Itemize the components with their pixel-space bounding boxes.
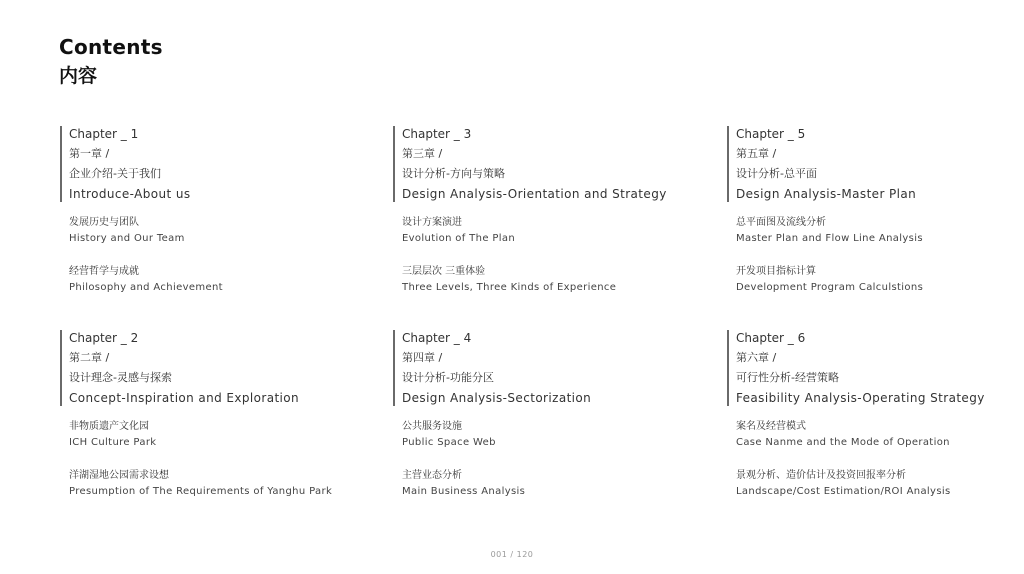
section-title: Master Plan and Flow Line Analysis: [736, 233, 923, 244]
chapter-number: Chapter _ 6: [736, 331, 806, 345]
chapter-3-block: [393, 124, 693, 296]
chapter-title: Concept-Inspiration and Exploration: [69, 391, 300, 405]
chapter-title: Feasibility Analysis-Operating Strategy: [736, 391, 985, 405]
section-item: [393, 468, 693, 500]
section-title-chinese: 景观分析、造价估计及投资回报率分析: [736, 470, 906, 481]
section-title: Case Nanme and the Mode of Operation: [736, 437, 950, 448]
section-item: [727, 419, 1024, 451]
section-title: Three Levels, Three Kinds of Experience: [402, 282, 617, 293]
chapter-title-chinese: 设计分析-方向与策略: [402, 167, 505, 180]
chapter-title-chinese: 企业介绍-关于我们: [69, 167, 161, 180]
chapter-header: [727, 124, 1024, 204]
chapter-title: Design Analysis-Orientation and Strategy: [402, 187, 667, 201]
chapter-number: Chapter _ 1: [69, 127, 139, 141]
section-title: Development Program Calculstions: [736, 282, 924, 293]
section-title: Evolution of The Plan: [402, 233, 516, 244]
section-title: History and Our Team: [69, 233, 185, 244]
chapter-4-block: [393, 328, 693, 500]
section-item: [727, 468, 1024, 500]
chapter-header: [393, 124, 693, 204]
chapter-title: Design Analysis-Master Plan: [736, 187, 917, 201]
section-item: [60, 264, 360, 296]
section-title: Presumption of The Requirements of Yanghu Park: [69, 486, 333, 497]
chapter-title-chinese: 设计分析-总平面: [736, 167, 817, 180]
section-item: [393, 419, 693, 451]
page-title: Contents: [59, 35, 163, 59]
chapter-title-chinese: 设计理念-灵感与探索: [69, 371, 172, 384]
section-title-chinese: 发展历史与团队: [69, 217, 139, 228]
section-title: Main Business Analysis: [402, 486, 526, 497]
section-title: Landscape/Cost Estimation/ROI Analysis: [736, 486, 951, 497]
section-title-chinese: 开发项目指标计算: [736, 266, 816, 277]
chapter-number-chinese: 第二章 /: [69, 351, 110, 364]
section-title-chinese: 案名及经营模式: [736, 421, 806, 432]
chapter-2-block: [60, 328, 360, 500]
chapter-1-block: [60, 124, 360, 296]
section-item: [393, 215, 693, 247]
chapter-number-chinese: 第五章 /: [736, 147, 777, 160]
chapter-title-chinese: 设计分析-功能分区: [402, 371, 494, 384]
section-item: [393, 264, 693, 296]
chapter-title: Introduce-About us: [69, 187, 191, 201]
chapter-number-chinese: 第三章 /: [402, 147, 443, 160]
chapter-number: Chapter _ 3: [402, 127, 472, 141]
chapter-number: Chapter _ 4: [402, 331, 472, 345]
chapter-number-chinese: 第六章 /: [736, 351, 777, 364]
chapter-title-chinese: 可行性分析-经营策略: [736, 371, 839, 384]
chapter-header: [60, 124, 360, 204]
section-item: [727, 215, 1024, 247]
section-item: [60, 419, 360, 451]
chapter-header: [393, 328, 693, 408]
chapter-header: [60, 328, 360, 408]
section-item: [60, 468, 360, 500]
chapter-header: [727, 328, 1024, 408]
section-title-chinese: 三层层次 三重体验: [402, 266, 486, 277]
section-title-chinese: 非物质遗产文化园: [69, 421, 149, 432]
page-title-chinese: 内容: [59, 65, 98, 87]
section-item: [727, 264, 1024, 296]
chapter-5-block: [727, 124, 1024, 296]
section-title-chinese: 总平面图及流线分析: [736, 217, 826, 228]
section-title-chinese: 公共服务设施: [402, 421, 462, 432]
chapter-number: Chapter _ 5: [736, 127, 806, 141]
section-title: Public Space Web: [402, 437, 496, 448]
chapter-number: Chapter _ 2: [69, 331, 139, 345]
section-title: ICH Culture Park: [69, 437, 157, 448]
chapter-title: Design Analysis-Sectorization: [402, 391, 592, 405]
section-title-chinese: 主营业态分析: [402, 470, 462, 481]
section-title-chinese: 设计方案演进: [402, 217, 462, 228]
section-item: [60, 215, 360, 247]
page-number: 001 / 120: [490, 550, 534, 559]
section-title: Philosophy and Achievement: [69, 282, 223, 293]
chapter-number-chinese: 第四章 /: [402, 351, 443, 364]
chapter-6-block: [727, 328, 1024, 500]
section-title-chinese: 经营哲学与成就: [69, 266, 139, 277]
section-title-chinese: 洋湖湿地公园需求设想: [69, 470, 169, 481]
chapter-number-chinese: 第一章 /: [69, 147, 110, 160]
